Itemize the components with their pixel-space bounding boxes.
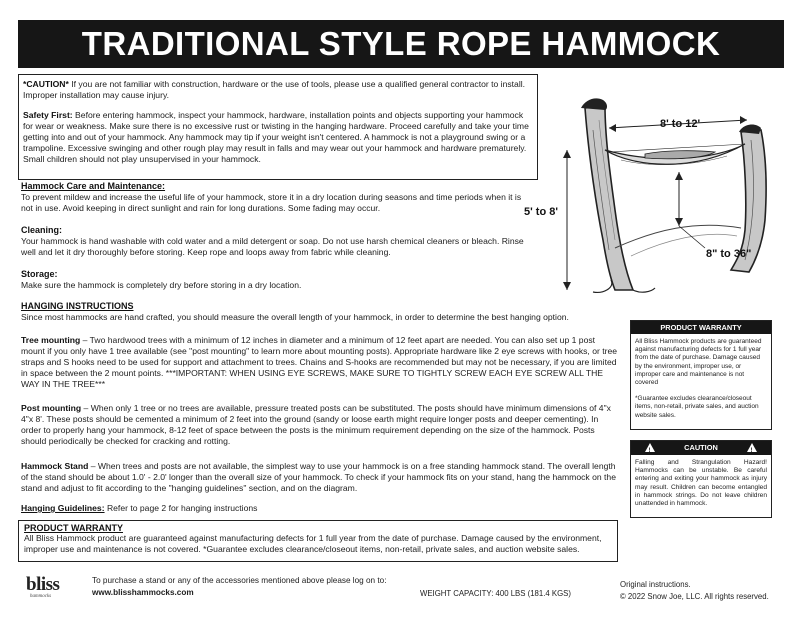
- caution-text: If you are not familiar with construction, hardware or the use of tools, please use a qualified general contractor to install. Improper installation may cause injury.: [23, 79, 526, 100]
- caution-label: *CAUTION*: [23, 79, 69, 89]
- stand-label: Hammock Stand: [21, 461, 89, 471]
- guidelines-label: Hanging Guidelines:: [21, 503, 105, 513]
- safety-text: Before entering hammock, inspect your hammock, hardware, installation points and objects supporting your hammock for wear or weakness. Make sure there is no excessive rust or twisting in the hanging hardware. Proceed carefully and take your time getting into and out of your hammock. Any hammock may tip if your weight isn't centered. A hammock is not a playground swing or a trampoline. Excessive swinging and other rough play may result in falls and may wear out your hammock and hardware prematurely. Small children should not play unsupervised in your hammock.: [23, 110, 529, 164]
- hanging-heading: HANGING INSTRUCTIONS: [21, 301, 134, 311]
- hammock-diagram: [545, 80, 785, 310]
- product-warranty-box: [18, 520, 618, 562]
- safety-paragraph: [23, 110, 533, 165]
- original-instructions: Original instructions.: [620, 580, 691, 589]
- height-dimension-label: 5' to 8': [524, 206, 558, 218]
- ground: [615, 225, 741, 248]
- footer-url[interactable]: www.blisshammocks.com: [92, 588, 194, 597]
- tree-label: Tree mounting: [21, 335, 81, 345]
- span-dimension-label: 8' to 12': [660, 118, 701, 130]
- tree-text: – Two hardwood trees with a minimum of 12 inches in diameter and a minimum of 12 feet apart are needed. You can also set up 1 post mount if you only have 1 tree available (see "post mounting" to learn more about mounting posts). Appropriate hardware like 2 eye screws with hooks, or tree straps and S hooks need to be used for support and attachment to trees. Chains and S-hooks are recommended but may not be necessary, if you are limited in space between the 2 mount points. ***IMPORTANT: WHEN USING EYE SCREWS, MAKE SURE TO TIGHTLY SCREW EACH EYE SCREW ALL THE WAY IN THE TREE***: [21, 335, 618, 389]
- post-paragraph: [21, 403, 619, 447]
- hanging-text: Since most hammocks are hand crafted, you should measure the overall length of your hammock, in order to determine the best hanging option.: [21, 312, 569, 322]
- side-caution-box: [630, 440, 772, 518]
- side-caution-title: CAUTION: [684, 443, 718, 452]
- guidelines-paragraph: [21, 503, 619, 514]
- side-warranty-title: PRODUCT WARRANTY: [631, 321, 771, 334]
- side-warranty-box: [630, 320, 772, 430]
- safety-label: Safety First:: [23, 110, 73, 120]
- bliss-logo-subtext: hammocks: [30, 594, 52, 599]
- left-tree-top: [581, 98, 607, 110]
- cleaning-heading: Cleaning:: [21, 225, 63, 235]
- footer-purchase-text: To purchase a stand or any of the accessories mentioned above please log on to:: [92, 576, 387, 585]
- post-label: Post mounting: [21, 403, 82, 413]
- page-title: TRADITIONAL STYLE ROPE HAMMOCK: [18, 20, 784, 68]
- caution-paragraph: [23, 79, 533, 101]
- cleaning-text: Your hammock is hand washable with cold water and a mild detergent or soap. Do not use harsh chemical cleaners or bleach. Rinse well and let it dry thoroughly before storing. Keep rope and loops away from fabric while cleaning.: [21, 236, 524, 257]
- bliss-logo: bliss: [26, 574, 60, 595]
- storage-heading: Storage:: [21, 269, 58, 279]
- post-text: – When only 1 tree or no trees are available, pressure treated posts can be substituted. The posts should have minimum dimensions of 4"x 4"x 8'. These posts should be cemented a minimum of 2 feet into the ground (sandy or loose earth might require longer posts and deeper cementing). In order to properly hang your hammock, 8-12 feet of space between the posts is the minimum requirement depending on the size of the hammock. Posts should periodically be checked for cracking and rotting.: [21, 403, 611, 446]
- side-caution-text: Falling and Strangulation Hazard! Hammocks can be unstable. Be careful entering and exiting your hammock as injury may result. Children can become entangled in hammock strings. Do not leave children unattended in hammock.: [635, 459, 767, 508]
- sag-dimension-label: 8" to 36": [706, 248, 752, 260]
- care-text: To prevent mildew and increase the useful life of your hammock, store it in a dry location during seasons and time periods when it is not in use. Avoid keeping in direct sunlight and rain for long durations. Some fading may occur.: [21, 192, 522, 213]
- product-warranty-text: All Bliss Hammock product are guaranteed against manufacturing defects for 1 full year from the date of purchase. Damage caused by the environment, improper use and maintenance is not covered. *Guarantee excludes clearance/closeout items, non-retail, private sales, and auction website sales.: [24, 533, 602, 554]
- side-warranty-text-1: All Bliss Hammock products are guaranteed against manufacturing defects for 1 full year from the date of purchase. Damage caused by the environment, improper use, or improper care and maintenance is not covered: [635, 338, 762, 387]
- stand-text: – When trees and posts are not available, the simplest way to use your hammock is on a free standing hammock stand. The overall length of the stand should be about 1.0' - 2.0' longer than the overall size of your hammock. To check if your hammock fits on your stand, hang the hammock on the stand and adjust to fit according to the "hanging guidelines" section, and on the diagram.: [21, 461, 616, 493]
- weight-capacity: WEIGHT CAPACITY: 400 LBS (181.4 KGS): [420, 589, 571, 598]
- warning-triangle-icon: [747, 443, 757, 452]
- stand-paragraph: [21, 461, 619, 494]
- guidelines-text: Refer to page 2 for hanging instructions: [104, 503, 258, 513]
- warning-triangle-icon: [645, 443, 655, 452]
- care-heading: Hammock Care and Maintenance:: [21, 181, 166, 191]
- side-warranty-text-2: *Guarantee excludes clearance/closeout items, non-retail, private sales, and auction website sales.: [635, 395, 759, 419]
- storage-text: Make sure the hammock is completely dry before storing in a dry location.: [21, 280, 302, 290]
- tree-paragraph: [21, 335, 619, 390]
- product-warranty-heading: PRODUCT WARRANTY: [24, 523, 123, 533]
- copyright: © 2022 Snow Joe, LLC. All rights reserved.: [620, 592, 769, 601]
